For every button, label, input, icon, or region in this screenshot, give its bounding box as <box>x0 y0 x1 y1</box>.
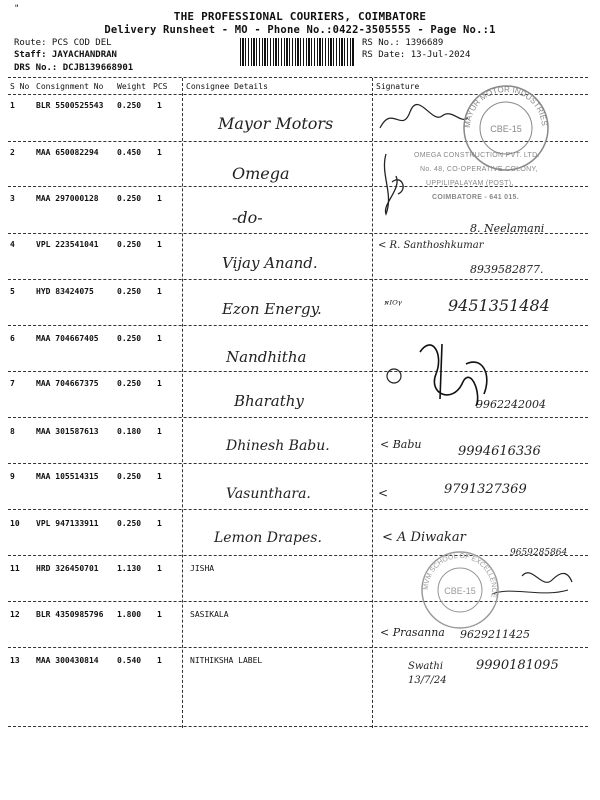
row-consignee: NITHIKSHA LABEL <box>190 656 263 665</box>
row-sno: 6 <box>10 334 15 343</box>
col-weight: Weight <box>117 82 146 91</box>
row-phone: 9791327369 <box>444 482 527 497</box>
row-consignment: HRD 326450701 <box>36 564 99 573</box>
row-phone: 8939582877. <box>470 263 544 276</box>
row-consignee: -do- <box>232 208 263 227</box>
col-sno: S No <box>10 82 30 91</box>
row-pcs: 1 <box>157 472 162 481</box>
row-weight: 0.540 <box>117 656 142 665</box>
row-consignment: MAA 297000128 <box>36 194 99 203</box>
row-consignee: Ezon Energy. <box>222 300 322 318</box>
omega-stamp-line: UPPILIPALAYAM (POST), <box>426 180 514 187</box>
row-sno: 3 <box>10 194 15 203</box>
row-signature-name: 8. Neelamani <box>470 222 545 235</box>
runsheet-title: Delivery Runsheet - MO - Phone No.:0422-3505555 - Page No.:1 <box>104 24 496 36</box>
row-consignee: Lemon Drapes. <box>214 530 322 546</box>
row-pcs: 1 <box>157 564 162 573</box>
row-sno: 7 <box>10 379 15 388</box>
row-weight: 0.250 <box>117 334 142 343</box>
consignee-column-divider <box>182 78 183 728</box>
row-weight: 0.250 <box>117 101 142 110</box>
row-consignment: HYD 83424075 <box>36 287 94 296</box>
row-phone: 9990181095 <box>476 658 559 673</box>
row-pcs: 1 <box>157 427 162 436</box>
row-consignee: Vijay Anand. <box>222 254 318 272</box>
row-sno: 9 <box>10 472 15 481</box>
col-pcs: PCS <box>153 82 168 91</box>
row-sno: 8 <box>10 427 15 436</box>
drs-label: DRS No.: DCJB139668901 <box>14 63 134 73</box>
mayur-motor-stamp <box>460 82 552 174</box>
row-consignment: MAA 301587613 <box>36 427 99 436</box>
row-sno: 2 <box>10 148 15 157</box>
row-sno: 1 <box>10 101 15 110</box>
row-signature-name: < R. Santhoshkumar <box>378 240 484 251</box>
row-sno: 13 <box>10 656 20 665</box>
row-pcs: 1 <box>157 379 162 388</box>
row-signature-name: Swathi 13/7/24 <box>408 661 447 686</box>
signature-scribble <box>384 154 403 214</box>
row-pcs: 1 <box>157 610 162 619</box>
row-pcs: 1 <box>157 148 162 157</box>
omega-stamp-line: COIMBATORE - 641 015. <box>432 194 519 201</box>
row-consignment: VPL 223541041 <box>36 240 99 249</box>
signature-scribble: ᶰᴵᴼᵞ <box>384 298 402 311</box>
signature-scribble <box>387 369 401 383</box>
row-phone: 9629211425 <box>460 628 530 641</box>
row-signature-name: < Prasanna <box>380 626 445 639</box>
row-consignee: Dhinesh Babu. <box>226 438 330 454</box>
barcode <box>240 38 355 66</box>
row-sno: 10 <box>10 519 20 528</box>
staff-label: Staff: JAYACHANDRAN <box>14 50 117 60</box>
row-weight: 1.800 <box>117 610 142 619</box>
col-consignment: Consignment No <box>36 82 104 91</box>
row-sno: 4 <box>10 240 15 249</box>
row-phone: 9962242004 <box>476 398 546 411</box>
row-consignee: Omega <box>232 164 290 183</box>
row-weight: 0.250 <box>117 240 142 249</box>
signature-scribble <box>380 104 468 128</box>
row-weight: 1.130 <box>117 564 142 573</box>
signature-scribble <box>492 590 568 594</box>
row-sno: 5 <box>10 287 15 296</box>
row-consignee: Mayor Motors <box>218 114 334 133</box>
row-consignee: JISHA <box>190 564 215 573</box>
rs-date: RS Date: 13-Jul-2024 <box>362 50 471 60</box>
omega-stamp-line: OMEGA CONSTRUCTION PVT. LTD. <box>414 152 540 159</box>
row-consignment: MAA 704667375 <box>36 379 99 388</box>
route-label: Route: PCS COD DEL <box>14 38 112 48</box>
signature-scribble <box>420 344 487 406</box>
row-consignment: MAA 650082294 <box>36 148 99 157</box>
row-consignee: Nandhitha <box>226 348 307 366</box>
row-weight: 0.250 <box>117 379 142 388</box>
stamp-center-text: CBE-15 <box>444 586 476 596</box>
row-pcs: 1 <box>157 519 162 528</box>
stamp-ring-text: MAYUR MOTOR INDUSTRIES <box>462 84 549 129</box>
row-consignment: MAA 300430814 <box>36 656 99 665</box>
row-phone: 9451351484 <box>448 296 550 315</box>
table-bottom-rule <box>8 726 588 727</box>
row-weight: 0.450 <box>117 148 142 157</box>
row-sno: 12 <box>10 610 20 619</box>
col-signature: Signature <box>376 82 420 91</box>
signature-scribble <box>522 573 572 583</box>
row-phone: 9659285864 <box>510 548 568 558</box>
row-signature-name: < Babu <box>380 438 422 451</box>
stamp-center-text: CBE-15 <box>490 124 522 134</box>
row-consignee: Vasunthara. <box>226 486 311 502</box>
rs-number: RS No.: 1396689 <box>362 38 444 48</box>
company-title: THE PROFESSIONAL COURIERS, COIMBATORE <box>173 10 427 23</box>
row-pcs: 1 <box>157 334 162 343</box>
row-consignment: MAA 105514315 <box>36 472 99 481</box>
row-consignment: VPL 947133911 <box>36 519 99 528</box>
row-consignment: MAA 704667405 <box>36 334 99 343</box>
col-consignee: Consignee Details <box>186 82 268 91</box>
row-signature-name: < A Diwakar <box>382 530 466 545</box>
row-pcs: 1 <box>157 656 162 665</box>
row-consignee: SASIKALA <box>190 610 229 619</box>
corner-mark: " <box>14 4 20 14</box>
row-consignment: BLR 5500525543 <box>36 101 104 110</box>
row-pcs: 1 <box>157 194 162 203</box>
row-weight: 0.250 <box>117 519 142 528</box>
row-pcs: 1 <box>157 287 162 296</box>
header-top-rule <box>8 77 588 78</box>
omega-stamp-line: No. 48, CO-OPERATIVE COLONY, <box>420 166 538 173</box>
row-weight: 0.250 <box>117 194 142 203</box>
row-consignment: BLR 4350985796 <box>36 610 104 619</box>
row-pcs: 1 <box>157 240 162 249</box>
stamp-ring-text: MVM SCHOOL OF EXCELLENCE <box>422 552 498 598</box>
row-pcs: 1 <box>157 101 162 110</box>
row-signature-name: < <box>378 486 389 500</box>
row-phone: 9994616336 <box>458 444 541 459</box>
row-weight: 0.250 <box>117 472 142 481</box>
row-weight: 0.250 <box>117 287 142 296</box>
school-stamp <box>418 548 502 632</box>
row-weight: 0.180 <box>117 427 142 436</box>
row-consignee: Bharathy <box>234 392 304 410</box>
row-sno: 11 <box>10 564 20 573</box>
